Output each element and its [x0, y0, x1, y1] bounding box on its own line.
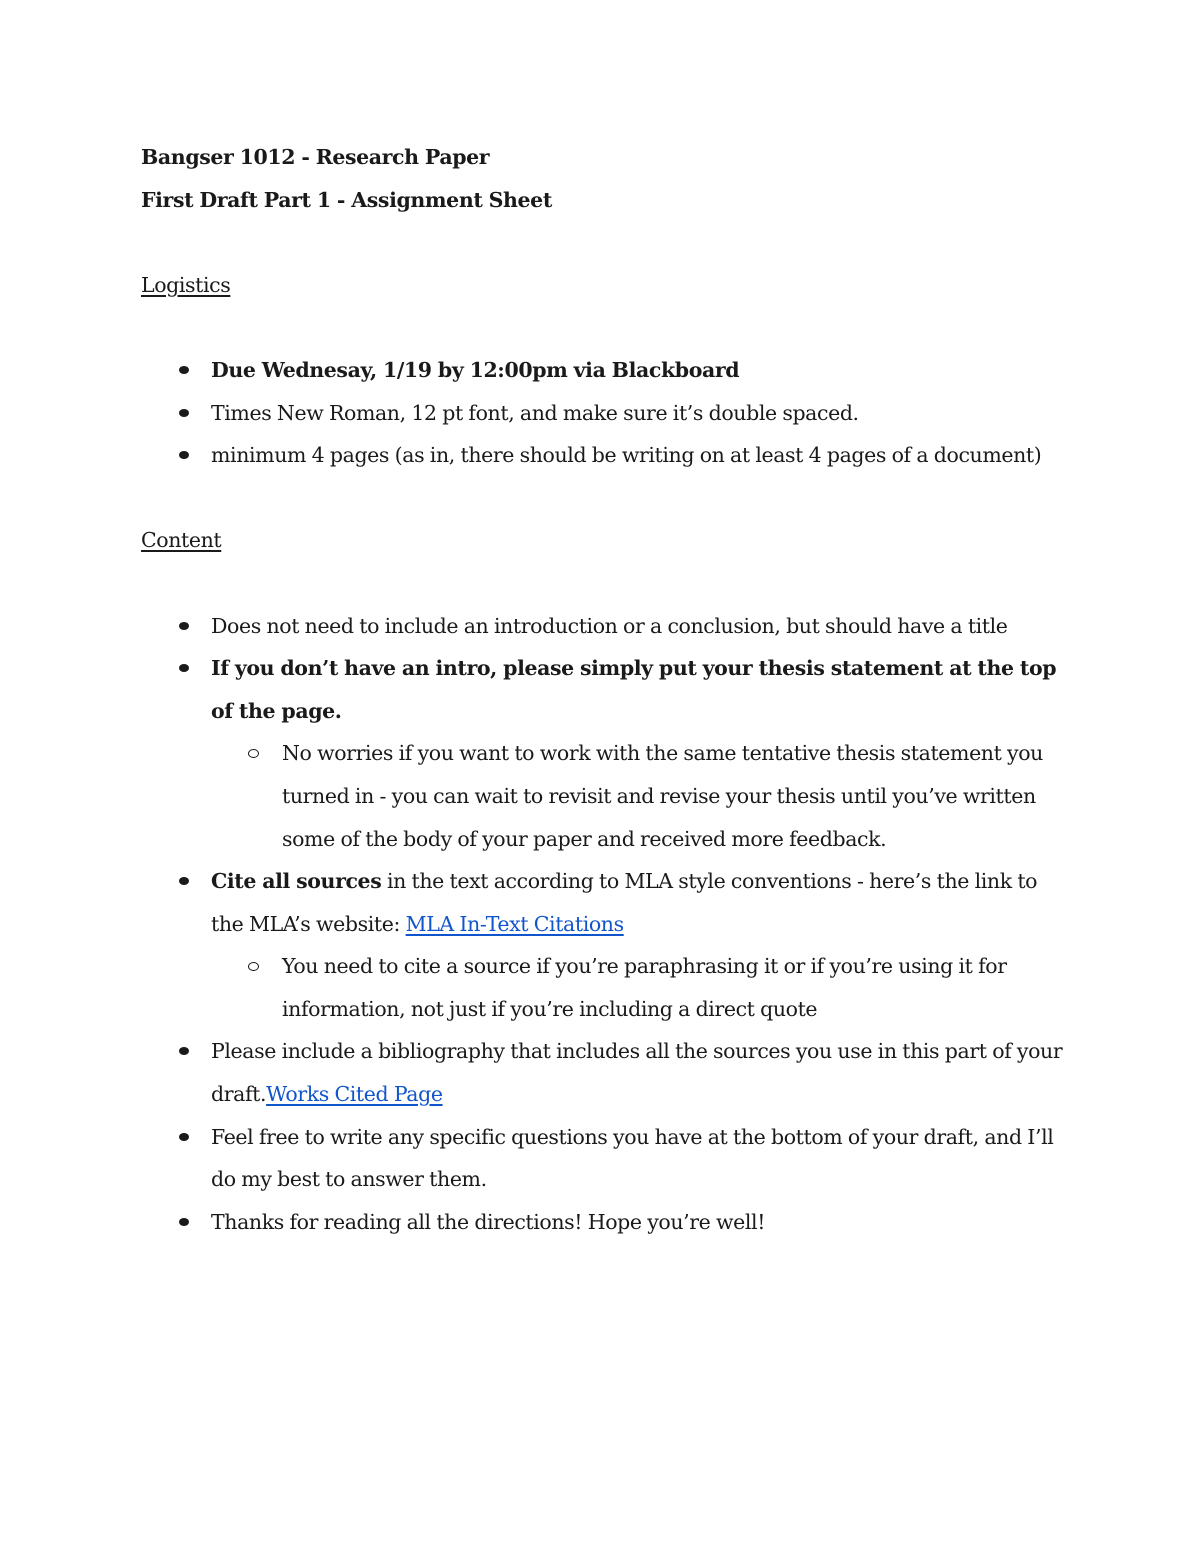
content-heading: Content: [141, 528, 222, 553]
spacer: [141, 477, 1071, 520]
sub-list-item: You need to cite a source if you’re paraphrasing it or if you’re using it for information, not just if you’re including a direct quote: [211, 945, 1071, 1030]
list-item: [141, 1030, 1071, 1115]
works-cited-page-link[interactable]: Works Cited Page: [266, 1082, 443, 1107]
content-list: [141, 605, 1071, 1244]
list-item: Does not need to include an introduction or a conclusion, but should have a title: [141, 605, 1071, 648]
course-title: Bangser 1012 - Research Paper: [141, 145, 490, 169]
bibliography-text: Please include a bibliography that includes all the sources you use in this part of your draft.: [211, 1039, 1063, 1107]
cite-sources-text: in the text according to MLA style conventions - here’s the link to the MLA’s website:: [211, 869, 1038, 936]
list-item: [141, 349, 1071, 392]
assignment-title: First Draft Part 1 - Assignment Sheet: [141, 187, 552, 212]
list-item: minimum 4 pages (as in, there should be writing on at least 4 pages of a document): [141, 434, 1071, 477]
cite-sources-bold: Cite all sources: [211, 869, 382, 894]
due-date-text: Due Wednesay, 1/19 by 12:00pm via Blackboard: [211, 357, 740, 382]
list-item: Feel free to write any specific questions you have at the bottom of your draft, and I’ll do my best to answer them.: [141, 1116, 1071, 1201]
list-item: [141, 860, 1071, 1030]
mla-in-text-citations-link[interactable]: MLA In-Text Citations: [405, 911, 624, 936]
logistics-list: [141, 349, 1071, 477]
list-item: Times New Roman, 12 pt font, and make sure it’s double spaced.: [141, 392, 1071, 435]
sub-list-item: No worries if you want to work with the same tentative thesis statement you turned in - you can wait to revisit and revise your thesis until you’ve written some of the body of your paper and received more feedback.: [211, 732, 1071, 860]
spacer: [141, 221, 1071, 264]
thesis-instruction-text: If you don’t have an intro, please simply put your thesis statement at the top of the page.: [211, 656, 1057, 723]
spacer: [141, 562, 1071, 605]
logistics-heading: Logistics: [141, 272, 231, 297]
list-item: [141, 647, 1071, 860]
spacer: [141, 306, 1071, 349]
sub-list: [211, 945, 1071, 1030]
list-item: Thanks for reading all the directions! Hope you’re well!: [141, 1201, 1071, 1244]
document-body: [141, 136, 1071, 1243]
sub-list: [211, 732, 1071, 860]
